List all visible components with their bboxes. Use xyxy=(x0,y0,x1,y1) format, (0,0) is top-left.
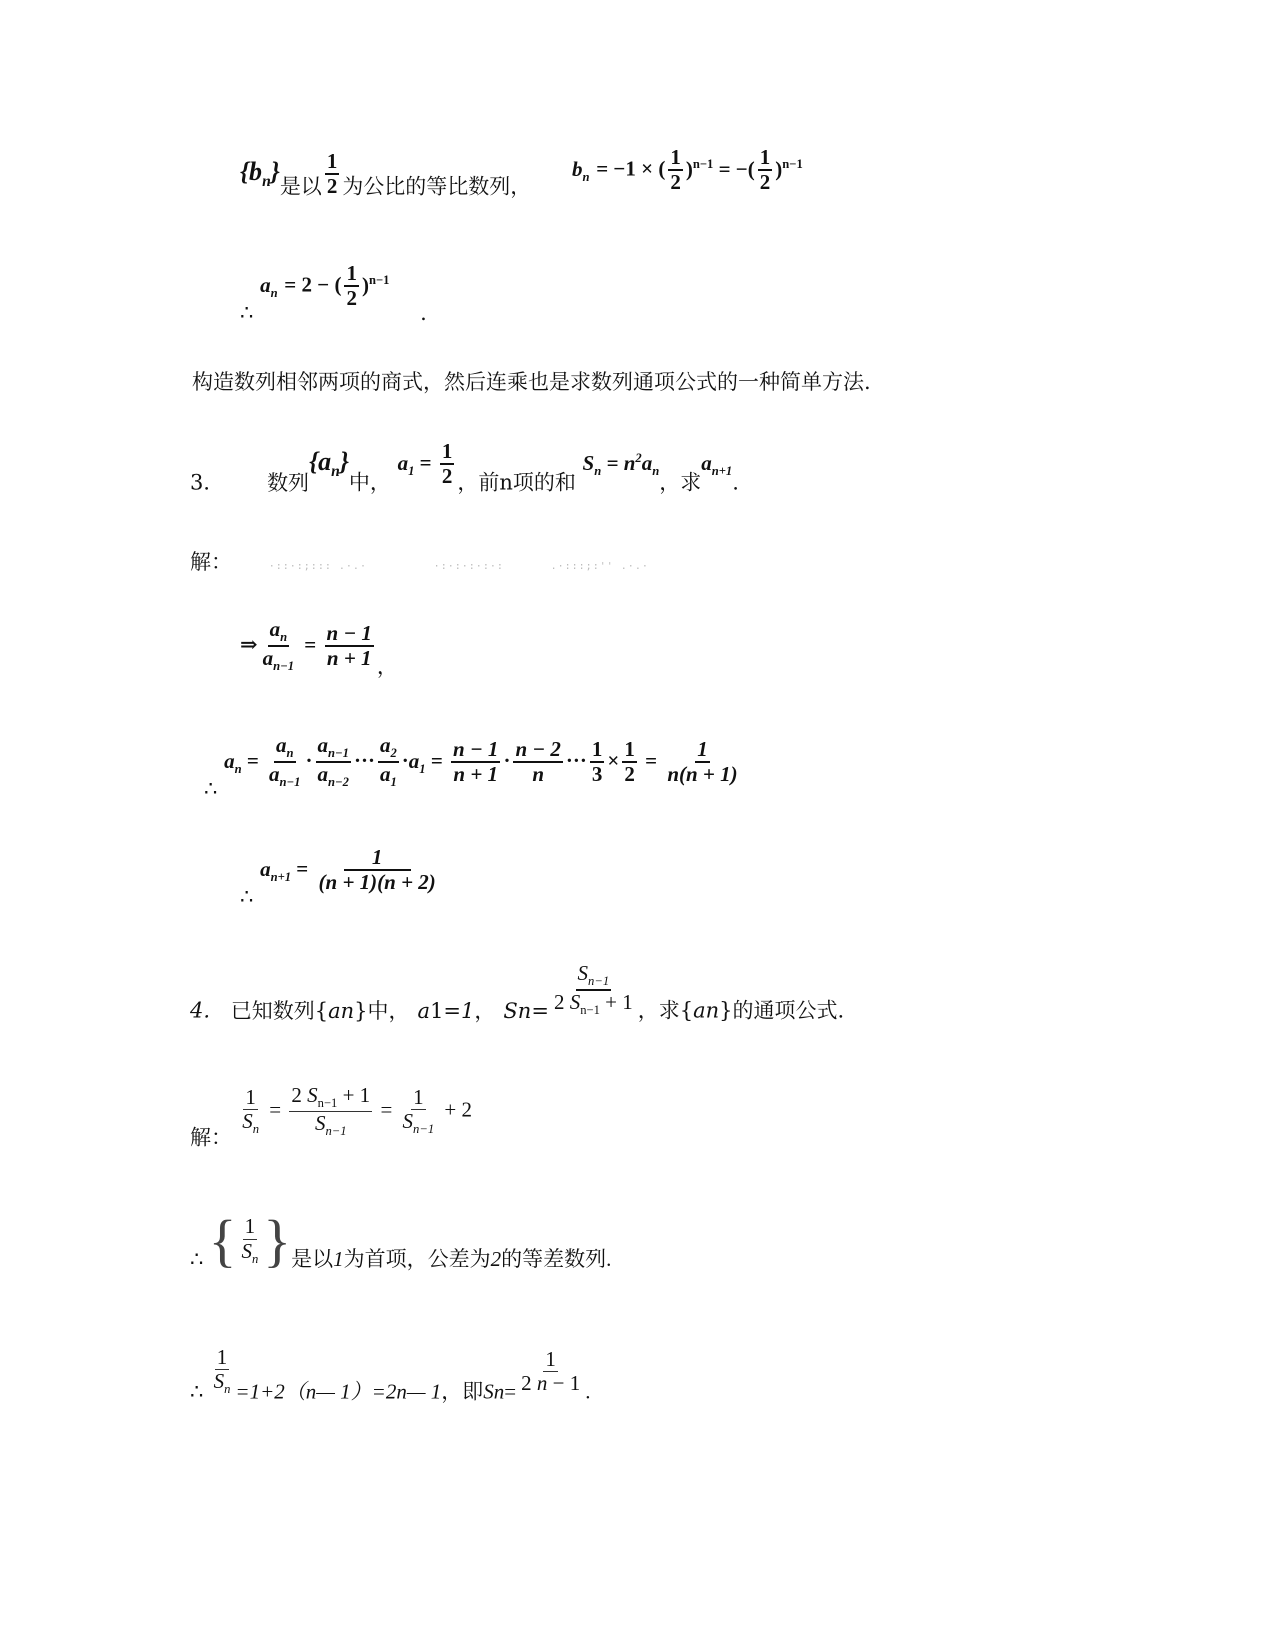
frac-n2-n: $\frac{n - 2}{n}$ xyxy=(515,736,561,787)
math-an-set: $\{a_n\}$ xyxy=(309,446,349,480)
frac-1-2: $\frac{1}{2}$ xyxy=(624,736,635,787)
frac-1-sn: $\frac{1}{S_n}$ xyxy=(242,1084,260,1137)
seq-an: an xyxy=(328,998,355,1023)
math-bn-set: $\{b_n\}$ xyxy=(240,156,280,190)
solution-3-label-line xyxy=(190,546,649,576)
therefore-2: ∴ xyxy=(190,1379,204,1404)
math-sn: $S_n = n^2a_n$ xyxy=(582,450,660,478)
frac-1-3: $\frac{1}{3}$ xyxy=(591,736,603,787)
line-11-text-c: 为首项，公差为 xyxy=(343,1246,491,1271)
line-product: ∴ $a_n$ = $\frac{a_n}{a_{n-1}}$ · $\frac{a_{n-1}}{a_{n-2}}$ ··· $\frac{a_2}{a_1}$ $\cdot a_1$ = $\frac{n - 1}{n + 1}$ · $\frac{n - 2}{n}$ ··· $\frac{1}{3}$ × $\frac{1}{2}$ = $\frac{1}{n(n + 1)}$ xyxy=(204,733,738,801)
math-ratio: $\frac{a_n}{a_{n-1}}$ xyxy=(262,617,295,674)
solution-4: 解： $\frac{1}{S_n}$ = $\frac{2 S_{n-1} + 1}{S_{n-1}}$ = $\frac{1}{S_{n-1}}$ + 2 xyxy=(190,1083,472,1150)
line-ratio: ⇒ $\frac{a_n}{a_{n-1}}$ = $\frac{n - 1}{n + 1}$ ， xyxy=(240,617,398,679)
frac-a2-a1: $\frac{a_2}{a_1}$ xyxy=(379,733,397,790)
paragraph-method: 构造数列相邻两项的商式，然后连乘也是求数列通项公式的一种简单方法. xyxy=(192,370,871,394)
final-eq: = xyxy=(504,1379,517,1404)
problem-3-text-e: . xyxy=(732,470,739,495)
frac-an1-result: $\frac{1}{(n + 1)(n + 2)}$ xyxy=(318,845,436,895)
final-period: . xyxy=(585,1379,591,1404)
faded-formula-3: .·:::;:'' .·.· xyxy=(550,561,649,572)
line-arith: ∴ { $\frac{1}{S_n}$ }是以1为首项，公差为2的等差数列. xyxy=(190,1208,612,1273)
frac-1-sn-set: $\frac{1}{S_n}$ xyxy=(241,1214,259,1266)
seq-an-2: an xyxy=(693,998,720,1023)
frac-an-an1: $\frac{a_n}{a_{n-1}}$ xyxy=(269,733,301,790)
math-half-5: $\frac{1}{2}$ xyxy=(441,439,453,489)
problem-4 xyxy=(190,962,844,1025)
line-1-formula: $b_n = -1$ × ( $\frac{1}{2}$ )$^{n-1}$ = −( $\frac{1}{2}$ )$^{n-1}$ xyxy=(572,145,803,195)
solution-3-label: 解： xyxy=(190,550,232,574)
problem-3-text-d: ，求 xyxy=(659,470,702,495)
var-a1: 1= xyxy=(430,998,462,1023)
math-bn: $b_n$ xyxy=(572,156,590,184)
text-gongbi: 为公比的等比数列， xyxy=(342,174,532,199)
math-an: $a_n$ xyxy=(260,272,278,300)
line-11-text-a: 是以 xyxy=(291,1246,334,1271)
math-a1: $a_1$ xyxy=(397,450,415,478)
faded-formula-2: ·:·:·:·:·: xyxy=(433,561,504,572)
problem-4-text-b: }中， xyxy=(354,998,410,1023)
problem-3-text-c: ，前n项的和 xyxy=(457,470,576,495)
frac-sn-def: $\frac{S_{n-1}}{2 S_{n-1} + 1}$ xyxy=(553,961,633,1018)
var-a: a xyxy=(417,998,431,1023)
math-an1: $a_{n+1}$ xyxy=(701,450,733,478)
text-shi-yi: 是以 xyxy=(279,174,322,199)
eq: = xyxy=(531,998,549,1023)
faded-formula-1: ·::·:;::: .·.· xyxy=(268,561,367,572)
problem-4-number: 4. xyxy=(190,998,211,1023)
frac-1-sn-final: $\frac{1}{S_n}$ xyxy=(213,1345,231,1397)
line-2: ∴ $a_n = 2$ − ( $\frac{1}{2}$ )$^{n-1}$ . xyxy=(240,261,427,325)
math-half: $\frac{1}{2}$ xyxy=(326,149,338,199)
frac-an1-an2: $\frac{a_{n-1}}{a_{n-2}}$ xyxy=(317,733,349,790)
math-an1-2: $a_{n+1}$ xyxy=(260,856,292,884)
frac-2sn1-sn1: $\frac{2 S_{n-1} + 1}{S_{n-1}}$ xyxy=(291,1083,371,1139)
problem-4-text-a: 已知数列{ xyxy=(230,998,329,1023)
val-diff: 2 xyxy=(490,1246,502,1271)
problem-3-text-b: 中， xyxy=(348,470,391,495)
final-sn: Sn xyxy=(483,1379,505,1404)
frac-1-sn1: $\frac{1}{S_{n-1}}$ xyxy=(402,1084,435,1137)
problem-4-text-i: ，求{ xyxy=(637,998,694,1023)
frac-n1-n1: $\frac{n - 1}{n + 1}$ xyxy=(453,736,499,787)
therefore-1: ∴ xyxy=(190,1246,204,1271)
line-1 xyxy=(240,150,531,210)
var-sn: Sn xyxy=(503,998,532,1023)
math-an-2: $a_n$ xyxy=(224,748,242,776)
math-half-2: $\frac{1}{2}$ xyxy=(670,145,681,195)
final-expr: =1+2（n— 1）=2n— 1 xyxy=(235,1379,442,1404)
problem-4-text-j: }的通项公式. xyxy=(719,998,845,1023)
frac-final: $\frac{1}{2 n - 1}$ xyxy=(521,1346,581,1396)
comma: ， xyxy=(376,654,398,679)
problem-3-text-a: 数列 xyxy=(267,470,310,495)
problem-3: 3． 数列$\{a_n\}$中， $a_1$ = $\frac{1}{2}$ ，前n项的和 $S_n = n^2a_n$，求$a_{n+1}$. xyxy=(190,439,739,495)
solution-4-label: 解： xyxy=(190,1125,232,1150)
math-ratio-rhs: $\frac{n - 1}{n + 1}$ xyxy=(326,620,372,671)
comma-2: ， xyxy=(474,998,496,1023)
problem-3-number: 3． xyxy=(190,470,225,495)
val-first: 1 xyxy=(333,1246,344,1271)
end-period: . xyxy=(420,300,427,325)
final-comma: ，即 xyxy=(441,1379,484,1404)
val-1: 1 xyxy=(461,998,475,1023)
frac-result: $\frac{1}{n(n + 1)}$ xyxy=(667,736,738,787)
line-an1: ∴ $a_{n+1}$ = $\frac{1}{(n + 1)(n + 2)}$ xyxy=(240,845,436,909)
math-half-4: $\frac{1}{2}$ xyxy=(346,261,357,311)
line-final xyxy=(190,1346,590,1405)
line-11-text-e: 的等差数列. xyxy=(501,1246,612,1271)
math-half-3: $\frac{1}{2}$ xyxy=(759,145,771,195)
